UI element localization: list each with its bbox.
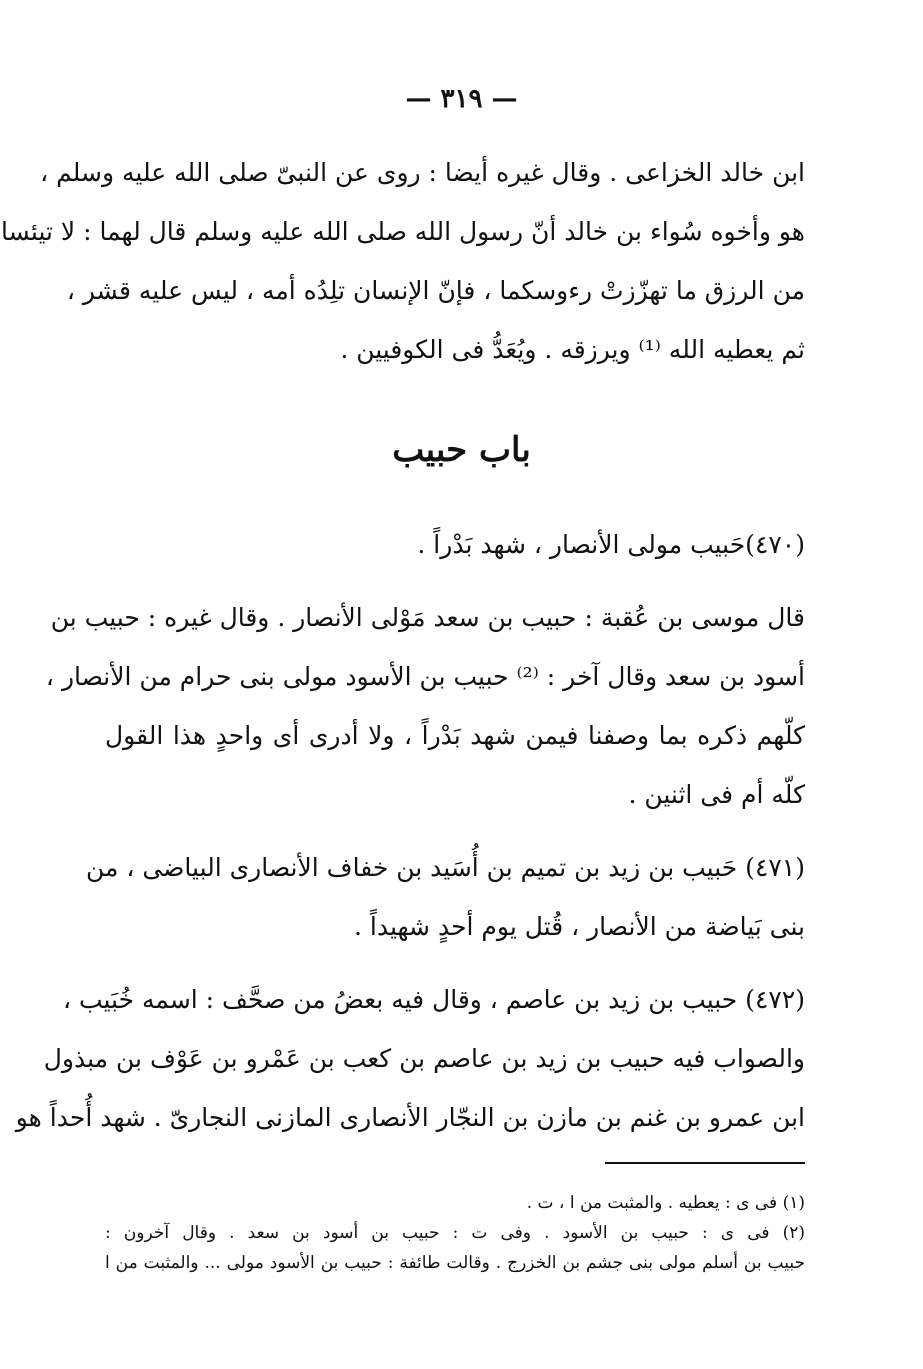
entry-472-line-2: والصواب فيه حبيب بن زيد بن عاصم بن كعب بن عَمْرو بن عَوْف بن مبذول: [43, 1044, 805, 1073]
entry-470-line-1: قال موسى بن عُقبة : حبيب بن سعد مَوْلى الأنصار . وقال غيره : حبيب بن: [50, 603, 805, 632]
page-number: — ٣١٩ —: [405, 84, 518, 114]
section-heading: باب حبيب: [392, 430, 531, 470]
entry-470-title: (٤٧٠)حَبيب مولى الأنصار ، شهد بَدْراً .: [417, 530, 805, 559]
entry-470-line-3: كلّهم ذكره بما وصفنا فيمن شهد بَدْراً ، ولا أدرى أى واحدٍ هذا القول: [105, 721, 805, 750]
footnote-divider: [605, 1162, 805, 1164]
entry-471-line-2: بنى بَياضة من الأنصار ، قُتل يوم أحدٍ شهيداً .: [354, 912, 805, 941]
entry-471-line-1: (٤٧١) حَبيب بن زيد بن تميم بن أُسَيد بن خفاف الأنصارى البياضى ، من: [85, 853, 805, 882]
footnote-2-line-1: (٢) فى ى : حبيب بن الأسود . وفى ت : حبيب بن أسود بن سعد . وقال آخرون :: [105, 1223, 805, 1243]
intro-line-1: ابن خالد الخزاعى . وقال غيره أيضا : روى عن النبىّ صلى الله عليه وسلم ،: [40, 158, 805, 187]
intro-line-4: ثم يعطيه الله ⁽¹⁾ ويرزقه . ويُعَدُّ فى الكوفيين .: [340, 335, 805, 364]
footnote-1: (١) فى ى : يعطيه . والمثبت من ا ، ت .: [526, 1193, 805, 1213]
entry-470-line-4: كلّه أم فى اثنين .: [628, 780, 805, 809]
footnote-2-line-2: حبيب بن أسلم مولى بنى جشم بن الخزرج . وقالت طائفة : حبيب بن الأسود مولى ... والمثبت من ا: [105, 1253, 805, 1273]
entry-470-line-2: أسود بن سعد وقال آخر : ⁽²⁾ حبيب بن الأسود مولى بنى حرام من الأنصار ،: [45, 662, 805, 691]
entry-472-line-3: ابن عمرو بن غنم بن مازن بن النجّار الأنصارى المازنى النجارىّ . شهد أُحداً هو: [15, 1103, 805, 1132]
intro-line-2: هو وأخوه سُواء بن خالد أنّ رسول الله صلى الله عليه وسلم قال لهما : لا تيئسا: [1, 217, 805, 246]
entry-472-line-1: (٤٧٢) حبيب بن زيد بن عاصم ، وقال فيه بعضُ من صحَّف : اسمه خُبَيب ،: [62, 985, 805, 1014]
intro-line-3: من الرزق ما تهزّزتْ رءوسكما ، فإنّ الإنسان تلِدُه أمه ، ليس عليه قشر ،: [66, 276, 805, 305]
